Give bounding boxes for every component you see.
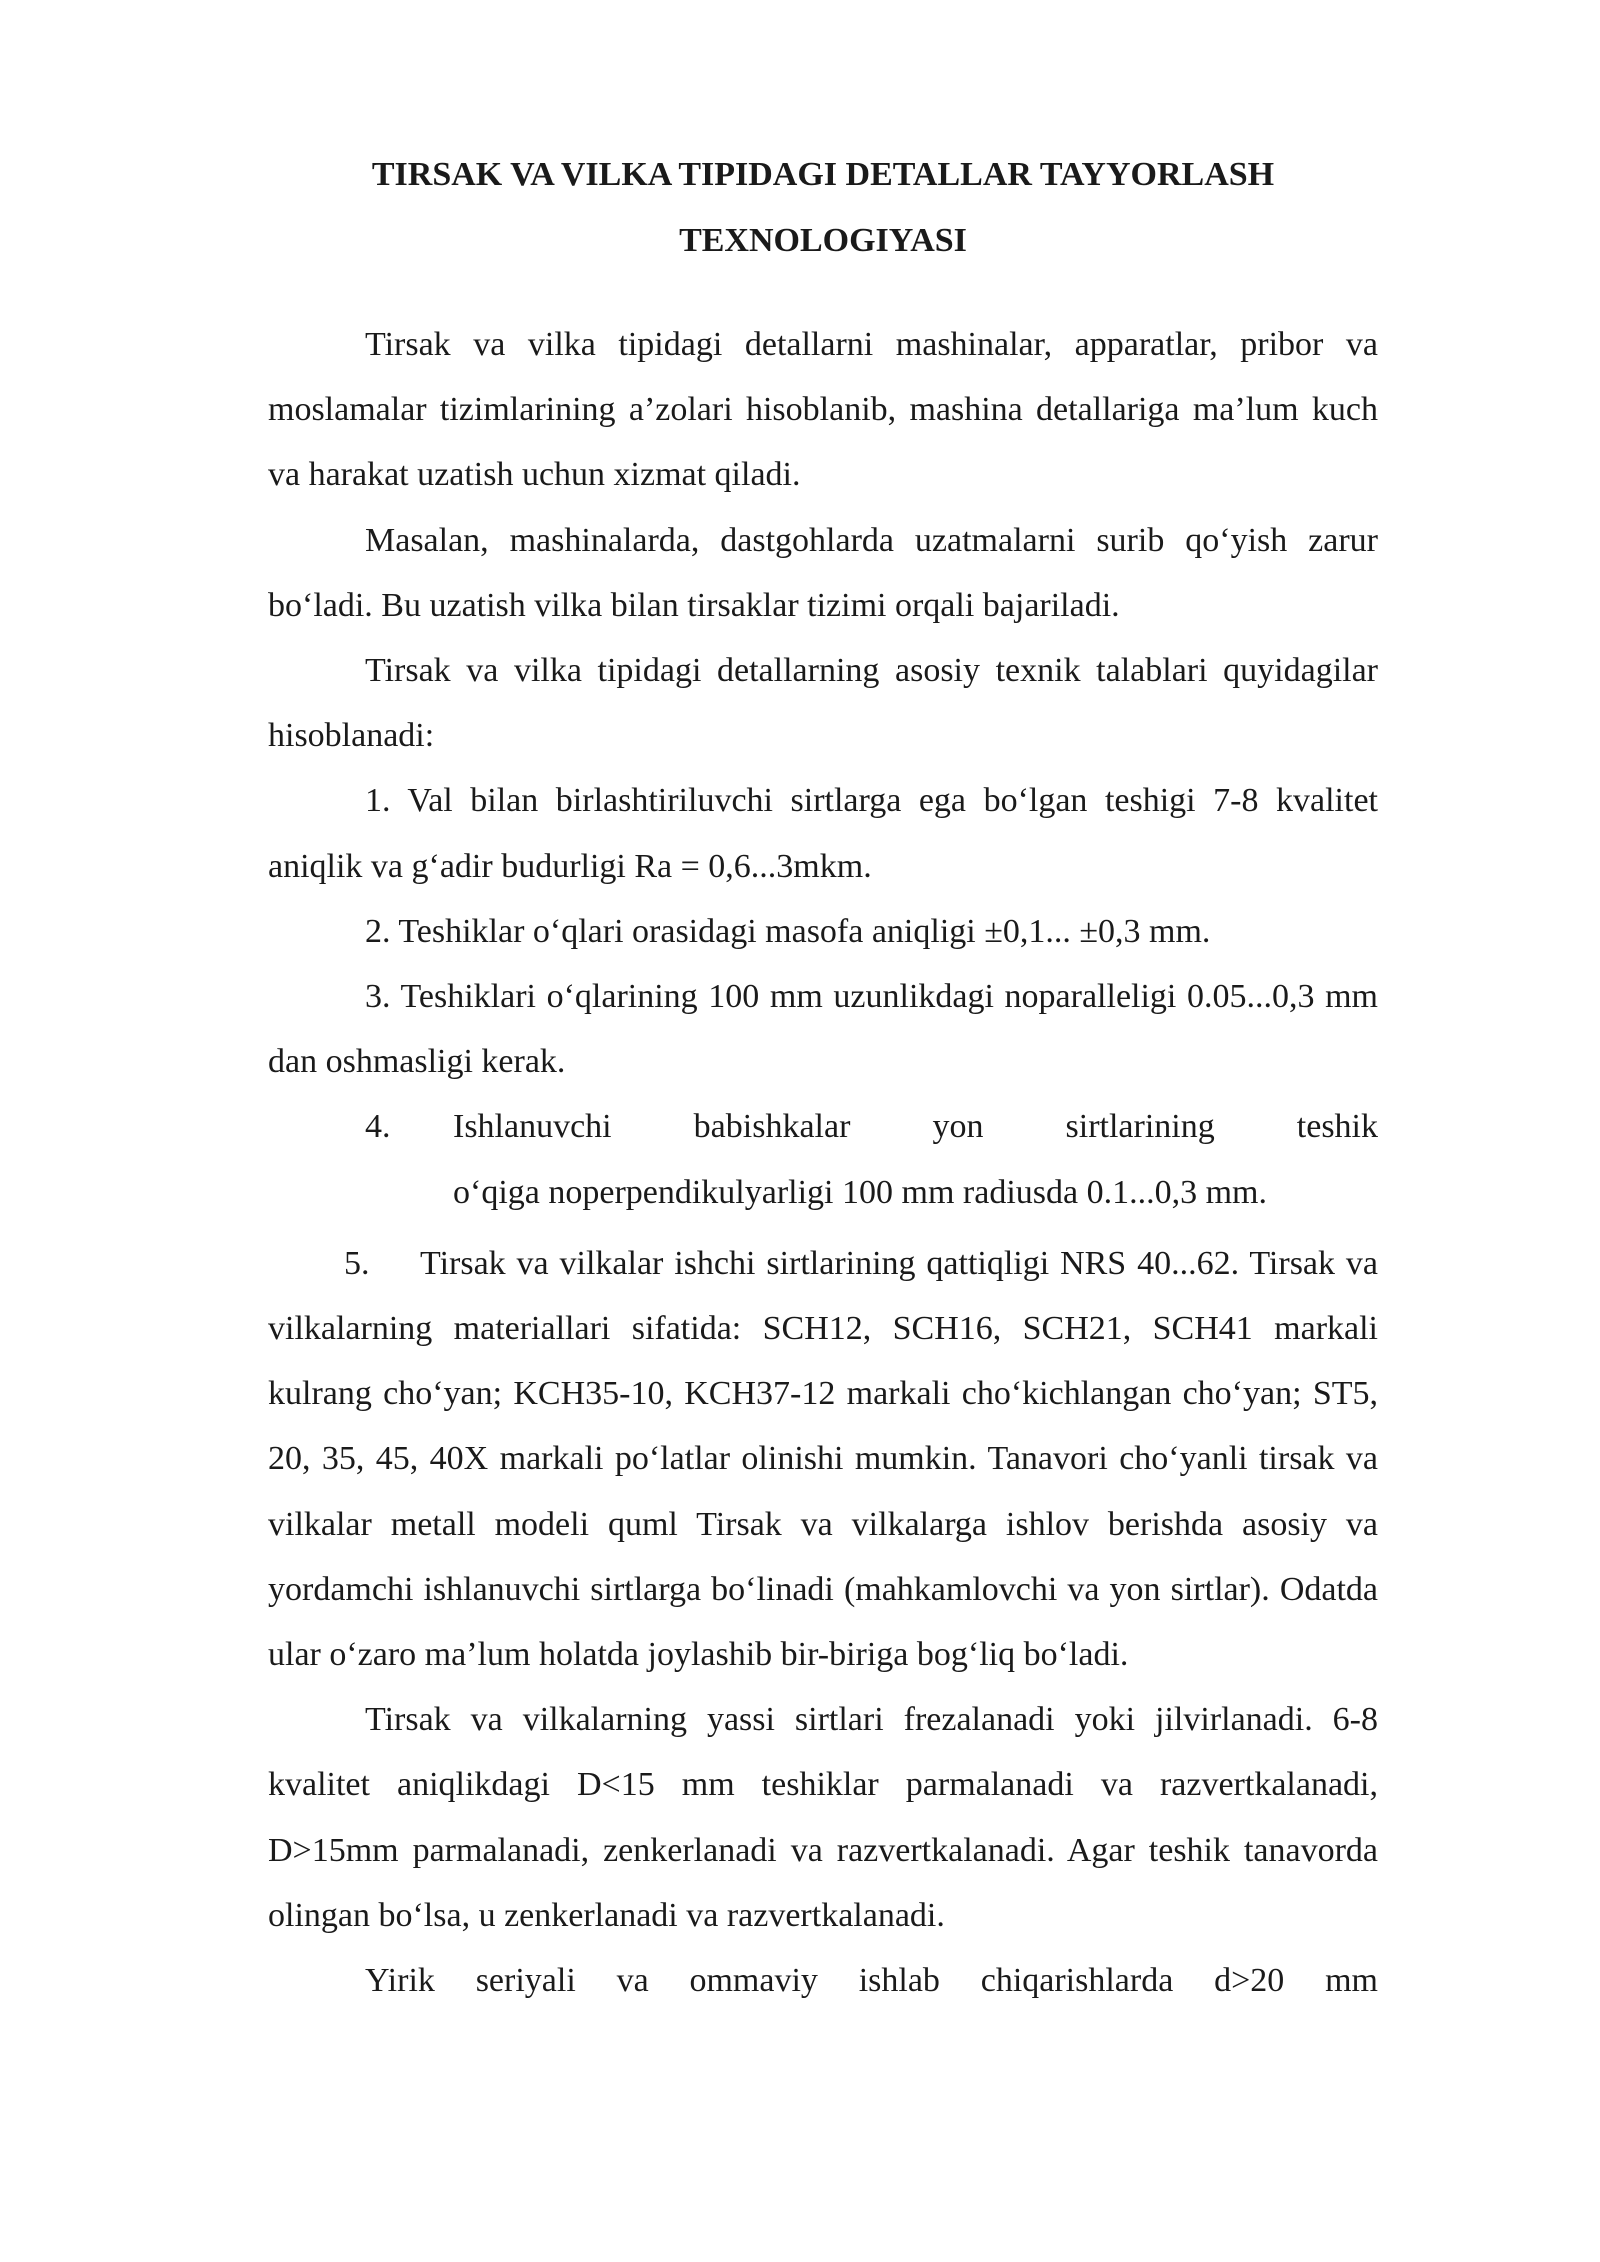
title-line-2: TEXNOLOGIYASI — [679, 222, 967, 259]
title-line-1: TIRSAK VA VILKA TIPIDAGI DETALLAR TAYYORLASH — [371, 156, 1275, 193]
paragraph-production: Yirik seriyali va ommaviy ishlab chiqarishlarda d>20 mm — [365, 1962, 1378, 2000]
paragraph-intro: Tirsak va vilka tipidagi detallarni mashinalar, apparatlar, pribor va moslamalar tizimlarining a’zolari hisoblanib, mashina detallariga ma’lum kuch va harakat uzatish uchun xizmat qiladi. — [268, 326, 1378, 494]
paragraph-machining: Tirsak va vilkalarning yassi sirtlari frezalanadi yoki jilvirlanadi. 6-8 kvalitet aniqlikdagi D<15 mm teshiklar parmalanadi va razvertkalanadi, D>15mm parmalanadi, zenkerlanadi va razvertkalanadi. Agar teshik tanavorda olingan bo‘lsa, u zenkerlanadi va razvertkalanadi. — [268, 1701, 1378, 1934]
item-4-text — [453, 1094, 1378, 1224]
requirement-item-2: 2. Teshiklar o‘qlari orasidagi masofa aniqligi ±0,1... ±0,3 mm. — [365, 912, 1211, 950]
item-4-line-2: o‘qiga noperpendikulyarligi 100 mm radiusda 0.1...0,3 mm. — [453, 1173, 1267, 1211]
document-title — [268, 142, 1378, 274]
requirement-item-1: 1. Val bilan birlashtiriluvchi sirtlarga ega bo‘lgan teshigi 7-8 kvalitet aniqlik va g‘adir budurligi Ra = 0,6...3mkm. — [268, 782, 1378, 885]
requirement-item-4 — [268, 1094, 1378, 1224]
item-5-number: 5. — [344, 1244, 370, 1282]
item-4-number: 4. — [365, 1108, 391, 1146]
paragraph-example: Masalan, mashinalarda, dastgohlarda uzatmalarni surib qo‘yish zarur bo‘ladi. Bu uzatish vilka bilan tirsaklar tizimi orqali bajariladi. — [268, 521, 1378, 624]
item-5-text: Tirsak va vilkalar ishchi sirtlarining qattiqligi NRS 40...62. Tirsak va vilkalarning materiallari sifatida: SCH12, SCH16, SCH21, SCH41 markali kulrang cho‘yan; KCH35-10, KCH37-12 markali cho‘kichlangan cho‘yan; ST5, 20, 35, 45, 40X markali po‘latlar olinishi mumkin. Tanavori cho‘yanli tirsak va vilkalar metall modeli quml Tirsak va vilkalarga ishlov berishda asosiy va yordamchi ishlanuvchi sirtlarga bo‘linadi (mahkamlovchi va yon sirtlar). Odatda ular o‘zaro ma’lum holatda joylashib bir-biriga bog‘liq bo‘ladi. — [268, 1244, 1378, 1674]
requirement-item-3: 3. Teshiklari o‘qlarining 100 mm uzunlikdagi noparalleligi 0.05...0,3 mm dan oshmasligi kerak. — [268, 978, 1378, 1081]
document-body — [268, 312, 1378, 2013]
paragraph-requirements-intro: Tirsak va vilka tipidagi detallarning asosiy texnik talablari quyidagilar hisoblanadi: — [268, 652, 1378, 755]
item-4-line-1: Ishlanuvchi babishkalar yon sirtlarining teshik — [453, 1108, 1378, 1146]
requirement-item-5 — [268, 1231, 1378, 1687]
